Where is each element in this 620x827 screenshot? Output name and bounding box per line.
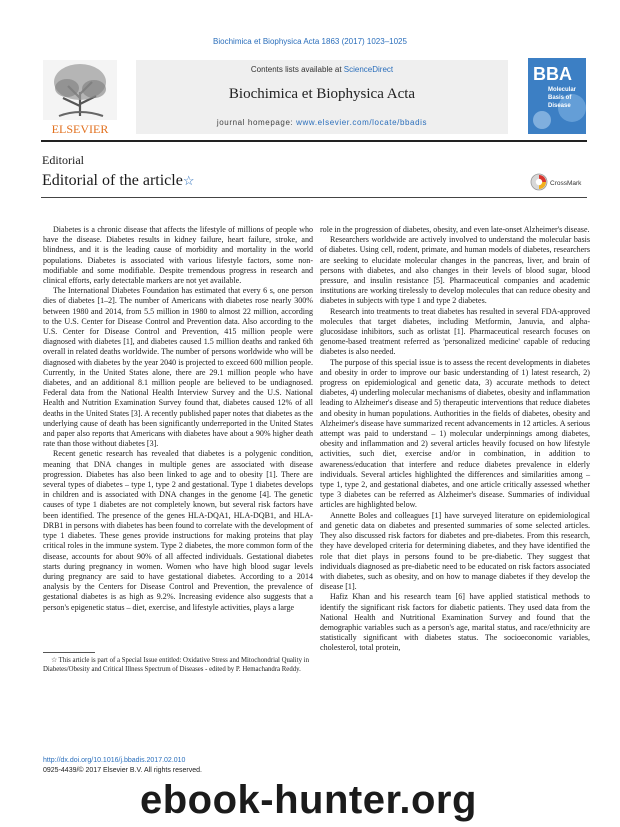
masthead-rule — [41, 140, 587, 142]
paragraph: Annette Boles and colleagues [1] have surveyed literature on epidemiological and genetic data on diabetes and presented summaries of some selected articles. They also discussed risk factors for diabetes and pre-diabetes. From this research, they have developed criteria for determining diabetes, and they have identified the role that diet plays in persons found to be pre-diabetic. They suggest that individuals diagnosed as pre-diabetic need to be educated on risk factors associated with diabetes, such as obesity, and on how to manage diabetes if they develop the disease [1]. — [320, 510, 590, 592]
journal-citation[interactable]: Biochimica et Biophysica Acta 1863 (2017) 1023–1025 — [213, 37, 407, 46]
paragraph: Research into treatments to treat diabetes has resulted in several FDA-approved molecules that target diabetes, including Metformin, Januvia, and alpha-glucosidase inhibitors, such as orlistat [1]. Pharmaceutical research focuses on genome-based treatment referred as 'personalized medicine' capable of reducing diabetes is also needed. — [320, 306, 590, 357]
paragraph: role in the progression of diabetes, obesity, and even late-onset Alzheimer's disease. — [320, 225, 590, 234]
homepage-line — [136, 118, 508, 127]
article-title: Editorial of the article — [42, 172, 183, 189]
watermark: ebook-hunter.org — [140, 778, 477, 822]
paragraph: Recent genetic research has revealed that diabetes is a polygenic condition, meaning that DNA changes in multiple genes are associated with disease progression. Diabetes has also been linked to age and to obesity [1]. There are several types of diabetes – type 1, type 2 and gestational. Type 1 diabetes develops in children and is associated with DNA changes in the genome [4]. The genetic causes of type 1 diabetes are not completely known, but several risk factors have been identified. The presence of the genes HLA-DQA1, HLA-DQB1, and HLA-DRB1 in persons with diabetes has been found to correlate with the development of type 1 diabetes. These genes provide instructions for making proteins that play critical roles in the immune system. Type 2 diabetes, the more common form of the disease, accounts for about 90% of all affected individuals. Gestational diabetes starts during pregnancy in women. Women who have high blood sugar levels during pregnancy are said to have gestational diabetes. According to a 2014 analysis by the Centers for Disease Control and Prevention, the prevalence of gestational diabetes is as high as 9.2%. Increasing evidence also suggests that a person's epigenetic status – diet, exercise, and lifestyle activities, plays a large — [43, 449, 313, 612]
sciencedirect-link[interactable]: ScienceDirect — [343, 65, 394, 74]
svg-text:CrossMark: CrossMark — [550, 180, 582, 187]
contents-line — [136, 65, 508, 74]
svg-text:BBA: BBA — [533, 64, 572, 84]
bba-cover-icon — [528, 58, 586, 134]
paragraph: Diabetes is a chronic disease that affects the lifestyle of millions of people who have the disease. Diabetes results in kidney failure, heart failure, stroke, and blindness, and it is the leading cause of morbidity and mortality in the world populations. Diabetes is associated with various lifestyle factors, some non-modifiable and some modifiable. Despite tremendous progress in research and clinical efforts, early detectable markers are not yet available. — [43, 225, 313, 286]
elsevier-logo — [41, 58, 123, 136]
paragraph: Researchers worldwide are actively involved to understand the molecular basis of diabetes. Using cell, rodent, primate, and human models of diabetes, researchers are seeking to elucidate molecular changes in the pancreas, liver, and brain of persons with diabetes, and also changes in their levels of blood sugar, blood pressure, and insulin resistance [5]. Pharmaceutical companies and academic institutions are working tirelessly to develop molecules that can reduce obesity and diabetes in subjects with type 1 and type 2 diabetes. — [320, 235, 590, 306]
tree-emblem-icon — [41, 58, 123, 136]
paragraph: The purpose of this special issue is to assess the recent developments in diabetes and obesity in order to improve our basic understanding of 1) latest research, 2) progress on epidemiological and genetic data, 3) accurate methods to detect diabetes, 4) underling molecular mechanisms of diabetes, obesity and inflammation leading to Alzheimer's disease and 5) therapeutic interventions that reduce diabetes and obesity in human populations. Authorities in the fields of diabetes, obesity and Alzheimer's disease have summarized recent advancements in 12 articles. A serious attempt was paid to understand – 1) molecular underpinnings among diabetes, obesity and inflammation and 2) several articles heavily focused on how lifestyle activities, such diet, exercise and/or in combination, in addition to awareness/education that interfere and reduce diabetes prevalence in elderly individuals. Several articles highlighted the differences and similarities among – type 1, type 2, and gestational diabetes, and one article critically assessed whether type 3 diabetes can be referred as Alzheimer's disease. Summaries of individual articles are highlighted below. — [320, 357, 590, 510]
crossmark-badge[interactable] — [530, 173, 590, 191]
svg-text:Molecular: Molecular — [548, 87, 577, 93]
journal-title: Biochimica et Biophysica Acta — [228, 86, 416, 102]
masthead — [41, 58, 587, 138]
paragraph: Hafiz Khan and his research team [6] have applied statistical methods to identify the significant risk factors for diabetic patients. They used data from the National Health and Nutritional Examination Survey and found that the demographic variables such as a person's age, marital status, and race/ethnicity are statistically significant with diabetes status. The socioeconomic variables, cholesterol, total protein, — [320, 592, 590, 653]
body-column-right — [320, 225, 590, 654]
paragraph: The International Diabetes Foundation has estimated that every 6 s, one person dies of diabetes [1–2]. The number of Americans with diabetes rose nearly 300% between 1980 and 2014, from 5.5 million in 1980 to almost 22 million, according to the U.S. Center for Disease Control and Prevention data. Also according to the U.S. Center for Disease Control and Prevention, 415 million people were diagnosed with diabetes [1], and diabetes caused 1.5 million deaths and ranked 6th overall in related deaths worldwide. The number of persons worldwide who will be diagnosed with diabetes by the year 2040 is projected to exceed 600 million people. Currently, in the United States alone, there are 29.1 million people who have diabetes, and an additional 8.1 million people are believed to be undiagnosed. Federal data from the National Health Interview Survey and the U.S. National Health and Nutrition Examination Survey found that, diabetes caused 12% of all deaths in the United States [3]. A recently published paper notes that diabetes as the underlying cause of death has been significantly underreported in the United States and paper also reports that Americans with diabetes have about a 90% higher death rate than those without diabetes [3]. — [43, 286, 313, 449]
body-column-left — [43, 225, 313, 613]
article-title-row — [42, 172, 194, 190]
journal-header — [136, 60, 508, 134]
contents-prefix: Contents lists available at — [250, 65, 344, 74]
svg-text:ELSEVIER: ELSEVIER — [51, 122, 109, 136]
footnote: ☆ This article is part of a Special Issue entitled: Oxidative Stress and Mitochondrial Quality in Diabetes/Obesity and Critical Illness Spectrum of Diseases - edited by P. Hemachandra Reddy. — [43, 657, 309, 673]
journal-homepage-link[interactable]: www.elsevier.com/locate/bbadis — [296, 118, 428, 127]
svg-text:Disease: Disease — [548, 103, 571, 109]
journal-cover — [528, 58, 586, 134]
doi-link[interactable]: http://dx.doi.org/10.1016/j.bbadis.2017.02.010 — [43, 757, 186, 764]
section-label: Editorial — [42, 153, 84, 167]
svg-text:Basis of: Basis of — [548, 95, 572, 101]
homepage-prefix: journal homepage: — [216, 118, 297, 127]
title-footnote-link[interactable]: ☆ — [182, 173, 195, 188]
footnote-rule — [43, 652, 95, 653]
copyright: 0925-4439/© 2017 Elsevier B.V. All rights reserved. — [43, 767, 202, 774]
crossmark-icon — [530, 173, 590, 191]
title-rule — [41, 197, 587, 198]
